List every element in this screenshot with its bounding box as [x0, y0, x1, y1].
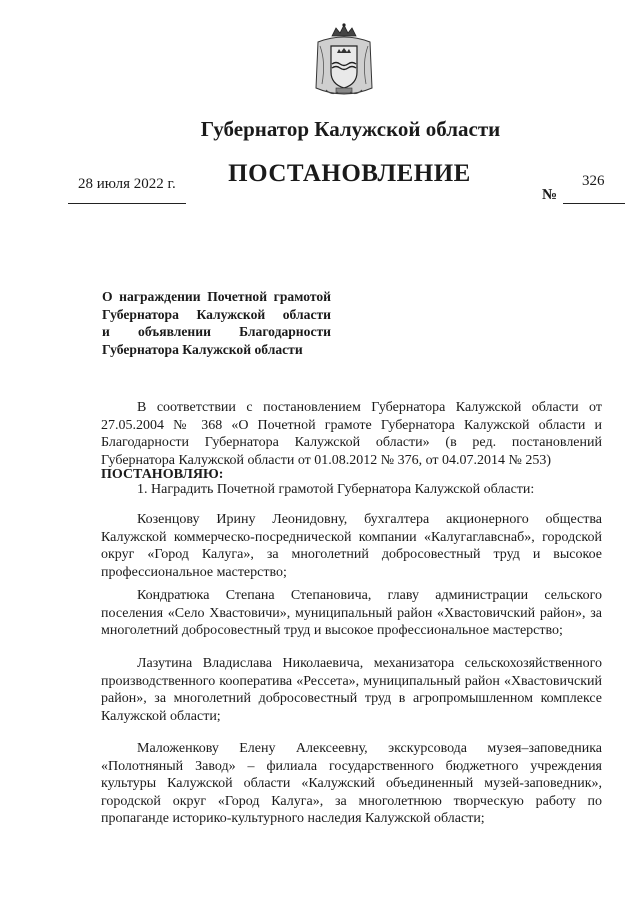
- awardee-text: Кондратюка Степана Степановича, главу администрации сельского поселения «Село Хвастовичи», муниципальный район «Хвастовичский район», за многолетний добросовестный труд и высокое профессиональное мастерство;: [101, 588, 602, 638]
- awardee-paragraph: [101, 587, 602, 640]
- issuer-title: Губернатор Калужской области: [200, 117, 501, 141]
- subject-line: и объявлении Благодарности: [102, 324, 331, 339]
- awardee-paragraph: [101, 740, 602, 828]
- number-sign: №: [542, 187, 558, 203]
- date-underline: [68, 203, 186, 204]
- document-type-heading: ПОСТАНОВЛЕНИЕ: [228, 160, 471, 187]
- coat-of-arms-emblem: [312, 22, 376, 100]
- awardee-paragraph: [101, 511, 602, 581]
- item-1-text: 1. Наградить Почетной грамотой Губернатора Калужской области:: [137, 482, 535, 497]
- subject-line: Губернатора Калужской области: [102, 306, 331, 322]
- number-underline: [563, 203, 625, 204]
- preamble-text: В соответствии с постановлением Губернатора Калужской области от 27.05.2004 № 368 «О Почетной грамоте Губернатора Калужской области и Благодарности Губернатора Калужской области» (в ред. постановлений Губернатора Калужской области от 01.08.2012 № 376, от 04.07.2014 № 253): [101, 400, 602, 468]
- awardee-text: Маложенкову Елену Алексеевну, экскурсовода музея–заповедника «Полотняный Завод» – филиала государственного бюджетного учреждения культуры Калужской области «Калужский объединенный музей-заповедник», городской округ «Город Калуга», за многолетнюю творческую работу по пропаганде историко-культурного наследия Калужской области;: [101, 741, 602, 826]
- item-1-paragraph: [101, 481, 602, 499]
- awardee-text: Козенцову Ирину Леонидовну, бухгалтера акционерного общества Калужской коммерческо-посреднической компании «Калугаглавснаб», городской округ «Город Калуга», за многолетний добросовестный труд и высокое профессиональное мастерство;: [101, 512, 602, 580]
- document-subject: [102, 288, 331, 358]
- awardee-paragraph: [101, 655, 602, 725]
- subject-line: Губернатора Калужской области: [102, 341, 303, 357]
- subject-line: О награждении Почетной грамотой: [102, 289, 331, 304]
- document-number: 326: [582, 173, 605, 189]
- preamble-paragraph: [101, 399, 602, 469]
- document-date: 28 июля 2022 г.: [78, 176, 176, 192]
- decree-word: ПОСТАНОВЛЯЮ:: [101, 467, 224, 482]
- awardee-text: Лазутина Владислава Николаевича, механизатора сельскохозяйственного производственного кооператива «Рессета», муниципальный район «Хвастовичский район», за многолетний добросовестный труд в агропромышленном комплексе Калужской области;: [101, 656, 602, 724]
